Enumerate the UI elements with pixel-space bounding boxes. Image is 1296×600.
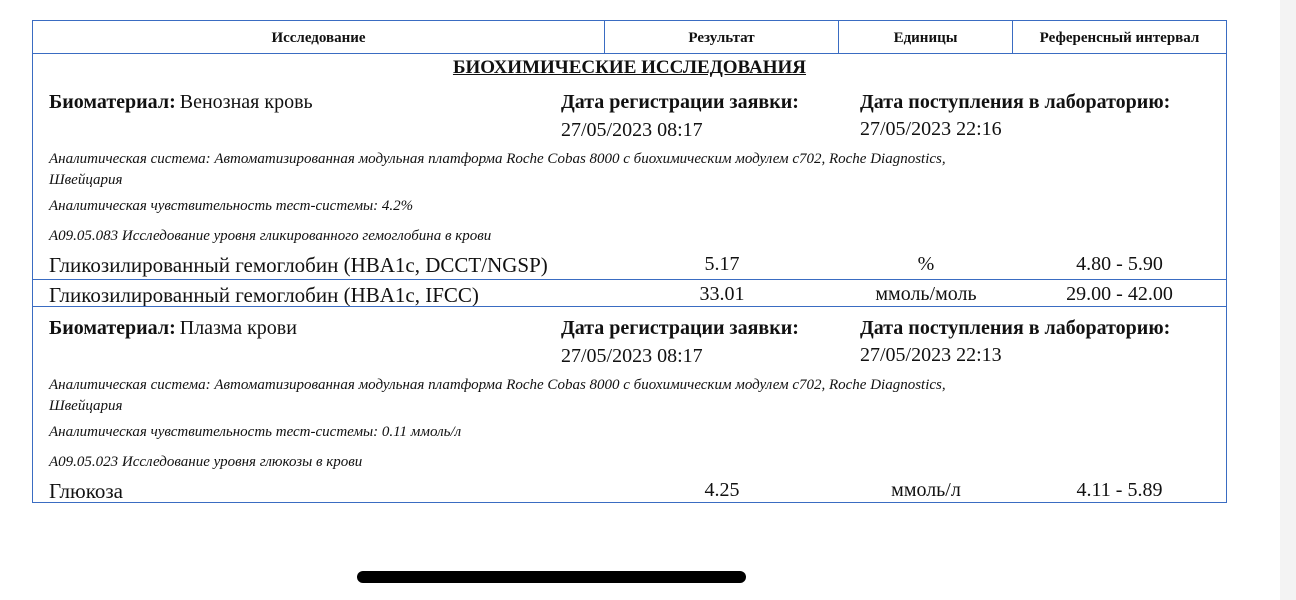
row-reference: 29.00 - 42.00 — [1066, 283, 1173, 305]
biomaterial-label: Биоматериал: — [49, 317, 176, 339]
row-reference: 4.11 - 5.89 — [1076, 479, 1163, 501]
section-title: БИОХИМИЧЕСКИЕ ИССЛЕДОВАНИЯ — [452, 57, 807, 78]
lab-report-table — [32, 20, 1227, 503]
home-indicator-bar[interactable] — [357, 571, 746, 583]
sensitivity: Аналитическая чувствительность тест-системы: 0.11 ммоль/л — [49, 424, 462, 440]
row-units: ммоль/моль — [875, 283, 977, 305]
sensitivity: Аналитическая чувствительность тест-системы: 4.2% — [49, 198, 414, 214]
analytical-system-country: Швейцария — [49, 172, 123, 188]
registration-date-value: 27/05/2023 08:17 — [561, 345, 703, 367]
biomaterial-value: Венозная кровь — [179, 91, 313, 113]
registration-date-label: Дата регистрации заявки: — [561, 91, 799, 113]
lab-arrival-date-value: 27/05/2023 22:13 — [860, 344, 1002, 366]
row-test-name: Гликозилированный гемоглобин (HBA1c, IFCC) — [49, 283, 479, 307]
table-header — [33, 21, 1226, 54]
row-result: 33.01 — [699, 283, 745, 305]
analytical-system: Аналитическая система: Автоматизированная модульная платформа Roche Cobas 8000 с биохимическим модулем c702, Roche Diagnostics, — [49, 377, 946, 393]
row-units: % — [917, 253, 935, 275]
block-divider — [33, 306, 1226, 307]
registration-date-value: 27/05/2023 08:17 — [561, 119, 703, 141]
test-code: A09.05.023 Исследование уровня глюкозы в крови — [49, 454, 363, 470]
lab-arrival-date-value: 27/05/2023 22:16 — [860, 118, 1002, 140]
analytical-system: Аналитическая система: Автоматизированная модульная платформа Roche Cobas 8000 с биохимическим модулем c702, Roche Diagnostics, — [49, 151, 946, 167]
analytical-system-country: Швейцария — [49, 398, 123, 414]
header-study: Исследование — [33, 21, 605, 53]
row-test-name: Гликозилированный гемоглобин (HBA1c, DCCT/NGSP) — [49, 253, 548, 277]
row-divider — [33, 279, 1226, 280]
row-reference: 4.80 - 5.90 — [1076, 253, 1163, 275]
row-test-name: Глюкоза — [49, 479, 123, 503]
row-result: 4.25 — [704, 479, 740, 501]
header-units: Единицы — [839, 21, 1013, 53]
header-reference: Референсный интервал — [1039, 30, 1200, 46]
biomaterial — [49, 91, 313, 114]
row-result: 5.17 — [704, 253, 740, 275]
page-margin — [1280, 0, 1296, 600]
lab-arrival-date-label: Дата поступления в лабораторию: — [860, 317, 1171, 339]
header-result: Результат — [605, 21, 839, 53]
row-units: ммоль/л — [891, 479, 961, 501]
biomaterial-label: Биоматериал: — [49, 91, 176, 113]
test-code: A09.05.083 Исследование уровня гликированного гемоглобина в крови — [49, 228, 492, 244]
registration-date-label: Дата регистрации заявки: — [561, 317, 799, 339]
lab-arrival-date-label: Дата поступления в лабораторию: — [860, 91, 1171, 113]
biomaterial — [49, 317, 297, 340]
biomaterial-value: Плазма крови — [179, 317, 297, 339]
